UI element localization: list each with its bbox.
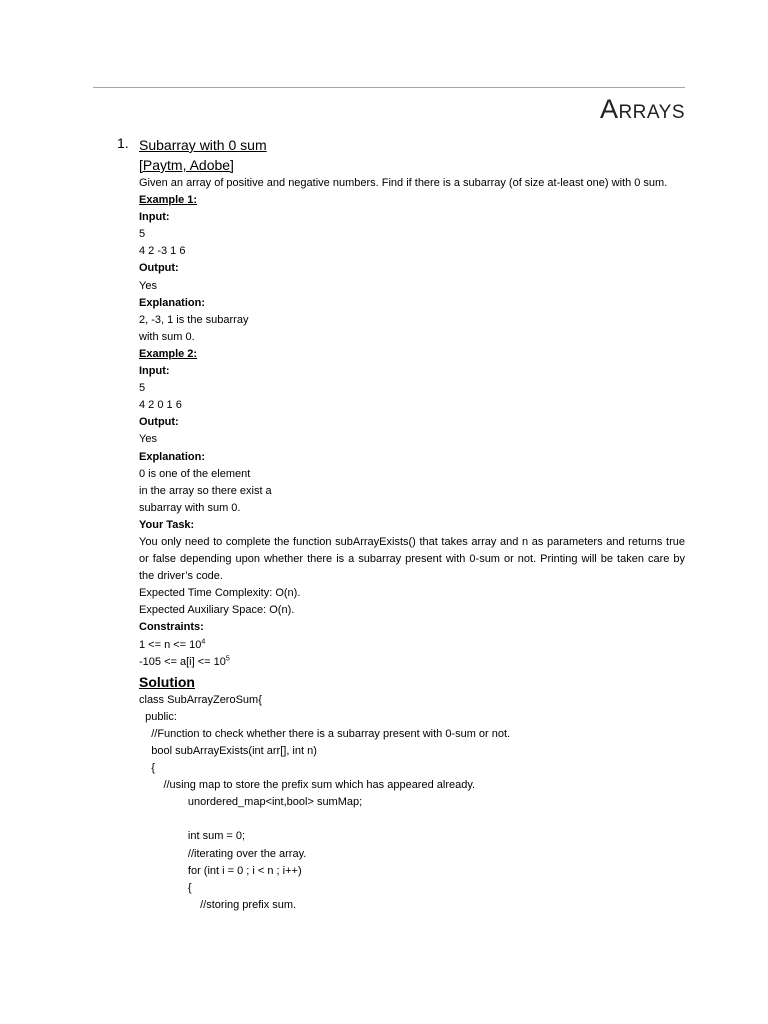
example2-output-label: Output: — [139, 416, 179, 429]
example2-heading: Example 2: — [139, 347, 198, 360]
code-line: public: — [139, 710, 177, 723]
question-number: 1. — [117, 135, 129, 151]
code-line: unordered_map<int,bool> sumMap; — [139, 796, 363, 809]
page-title: Arrays — [599, 94, 685, 124]
task-text: You only need to complete the function subArrayExists() that takes array and n as parameters and returns true or false depending upon whether there is a subarray present with 0-sum or not. Printing will be taken care by the driver’s code. — [139, 535, 685, 583]
code-line: { — [139, 762, 155, 775]
example2-explanation-label: Explanation: — [139, 450, 206, 463]
example1-explanation-line: 2, -3, 1 is the subarray — [139, 313, 249, 326]
space-complexity: Expected Auxiliary Space: O(n). — [139, 604, 295, 617]
solution-code — [139, 692, 685, 914]
code-line: { — [139, 881, 192, 894]
example2-explanation-line: in the array so there exist a — [139, 484, 272, 497]
question-body — [139, 135, 685, 914]
example2-output: Yes — [139, 433, 157, 446]
constraint-a-text: -105 <= a[i] <= 10 — [139, 655, 226, 668]
example2-input-label: Input: — [139, 365, 170, 378]
example2-input-line: 5 — [139, 382, 146, 395]
constraint-n — [139, 637, 685, 654]
code-line: bool subArrayExists(int arr[], int n) — [139, 745, 317, 757]
example2-explanation-line: 0 is one of the element — [139, 467, 251, 480]
code-line: for (int i = 0 ; i < n ; i++) — [139, 864, 302, 877]
example2-explanation-line: subarray with sum 0. — [139, 501, 241, 514]
header-rule — [93, 87, 685, 88]
example2-input-line: 4 2 0 1 6 — [139, 399, 182, 412]
constraint-a — [139, 654, 685, 671]
task-label: Your Task: — [139, 518, 195, 531]
code-line: //Function to check whether there is a subarray present with 0-sum or not. — [139, 727, 511, 740]
example1-input-line: 4 2 -3 1 6 — [139, 245, 186, 258]
question-description: Given an array of positive and negative numbers. Find if there is a subarray (of size at-least one) with 0 sum. — [139, 177, 668, 189]
code-line: //storing prefix sum. — [139, 898, 297, 911]
code-line: //iterating over the array. — [139, 847, 307, 860]
constraints-label: Constraints: — [139, 621, 204, 634]
constraint-a-exponent: 5 — [225, 654, 230, 662]
code-line: class SubArrayZeroSum{ — [139, 693, 262, 706]
time-complexity: Expected Time Complexity: O(n). — [139, 587, 301, 600]
constraint-n-text: 1 <= n <= 10 — [139, 638, 202, 651]
constraint-n-exponent: 4 — [201, 637, 206, 645]
example1-input-label: Input: — [139, 211, 170, 224]
solution-heading: Solution — [139, 673, 195, 690]
example1-input-line: 5 — [139, 228, 146, 241]
code-line — [139, 811, 685, 828]
question-companies: [Paytm, Adobe] — [139, 157, 234, 173]
question-title: Subarray with 0 sum — [139, 137, 267, 153]
example1-heading: Example 1: — [139, 194, 198, 207]
example1-explanation-label: Explanation: — [139, 296, 206, 309]
code-line: //using map to store the prefix sum which has appeared already. — [139, 779, 476, 792]
example1-explanation-line: with sum 0. — [139, 330, 195, 343]
example1-output-label: Output: — [139, 262, 179, 275]
code-line: int sum = 0; — [139, 830, 246, 843]
example1-output: Yes — [139, 279, 157, 292]
